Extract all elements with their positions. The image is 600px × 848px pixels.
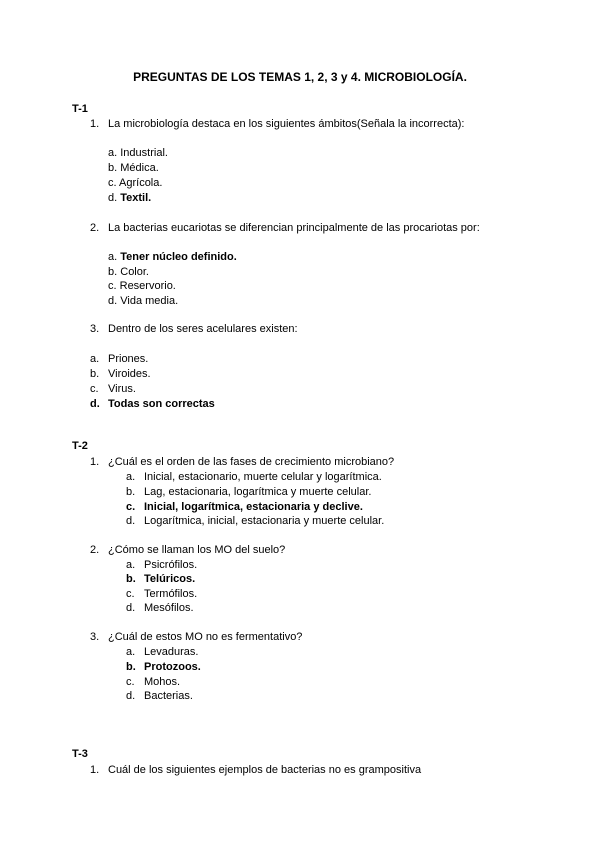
option-letter: d. (126, 690, 136, 702)
question-text: La microbiología destaca en los siguientes ámbitos(Señala la incorrecta): (108, 118, 465, 130)
option-item: b. Color. (108, 266, 149, 278)
question-text: ¿Cuál es el orden de las fases de crecimiento microbiano? (108, 456, 395, 468)
option-item: c. Agrícola. (108, 177, 163, 189)
option-text: Viroides. (108, 368, 151, 380)
option-text: Lag, estacionaria, logarítmica y muerte celular. (144, 486, 372, 498)
question-text: ¿Cuál de estos MO no es fermentativo? (108, 631, 303, 643)
option-letter: a. (126, 471, 136, 483)
option-text: Mohos. (144, 676, 181, 688)
question-number: 3. (90, 323, 100, 335)
section-label-t3: T-3 (72, 748, 88, 760)
section-label-t1: T-1 (72, 103, 88, 115)
page-title: PREGUNTAS DE LOS TEMAS 1, 2, 3 y 4. MICROBIOLOGÍA. (133, 70, 467, 84)
option-text: Bacterias. (144, 690, 193, 702)
option-text: Logarítmica, inicial, estacionaria y muerte celular. (144, 515, 385, 527)
section-label-t2: T-2 (72, 440, 88, 452)
option-letter: c. (126, 588, 135, 600)
option-text-correct: Todas son correctas (108, 398, 215, 410)
option-text: Mesófilos. (144, 602, 194, 614)
option-letter: d. (126, 602, 136, 614)
option-letter-correct: d. (90, 398, 100, 410)
question-text: La bacterias eucariotas se diferencian principalmente de las procariotas por: (108, 222, 480, 234)
option-text: Levaduras. (144, 646, 199, 658)
option-item: d. Vida media. (108, 295, 179, 307)
option-letter: a. (126, 559, 136, 571)
question-text: Dentro de los seres acelulares existen: (108, 323, 298, 335)
option-letter-correct: c. (126, 501, 136, 513)
question-number: 2. (90, 544, 100, 556)
option-item-correct: a. Tener núcleo definido. (108, 251, 237, 263)
option-text: Psicrófilos. (144, 559, 198, 571)
option-letter: d. (126, 515, 136, 527)
question-number: 3. (90, 631, 100, 643)
option-letter: a. (90, 353, 100, 365)
option-text: Virus. (108, 383, 136, 395)
option-item: a. Industrial. (108, 147, 168, 159)
option-text-correct: Telúricos. (144, 573, 196, 585)
option-item-correct: d. Textil. (108, 192, 152, 204)
question-text: ¿Cómo se llaman los MO del suelo? (108, 544, 286, 556)
option-text: Termófilos. (144, 588, 198, 600)
question-number: 2. (90, 222, 100, 234)
option-text: Inicial, estacionario, muerte celular y logarítmica. (144, 471, 382, 483)
option-letter: c. (90, 383, 99, 395)
option-letter: b. (126, 486, 136, 498)
question-number: 1. (90, 118, 100, 130)
option-letter-correct: b. (126, 661, 136, 673)
option-text-correct: Inicial, logarítmica, estacionaria y declive. (144, 501, 363, 513)
option-letter: b. (90, 368, 100, 380)
question-text: Cuál de los siguientes ejemplos de bacterias no es grampositiva (108, 764, 422, 776)
question-number: 1. (90, 456, 100, 468)
option-text: Priones. (108, 353, 149, 365)
option-item: c. Reservorio. (108, 280, 176, 292)
option-text-correct: Protozoos. (144, 661, 201, 673)
option-letter: c. (126, 676, 135, 688)
option-item: b. Médica. (108, 162, 159, 174)
option-letter: a. (126, 646, 136, 658)
option-letter-correct: b. (126, 573, 136, 585)
question-number: 1. (90, 764, 100, 776)
